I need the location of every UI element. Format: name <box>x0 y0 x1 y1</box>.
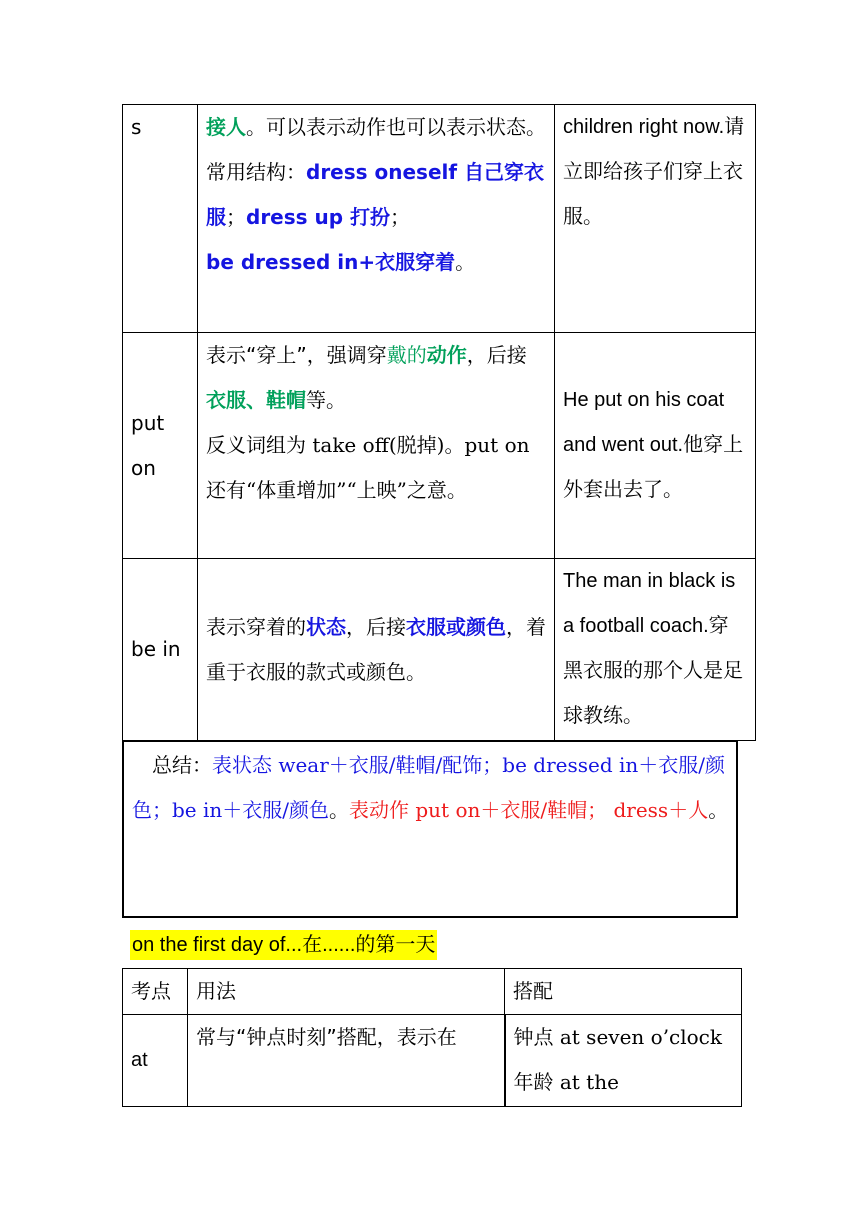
summary-box <box>122 740 738 918</box>
summary-state-text: 表状态 wear＋衣服/鞋帽/配饰；be dressed in＋衣服/颜色；be in＋衣服/颜色 <box>132 753 726 822</box>
term-text: put <box>131 410 165 435</box>
usage-cell: 常与“钟点时刻”搭配，表示在 <box>188 1015 505 1107</box>
table-row <box>123 1015 742 1107</box>
usage-text: ，后接 <box>466 343 527 367</box>
usage-blue-text: be dressed in+衣服穿着 <box>206 250 456 274</box>
collocation-cell: 钟点 at seven o’clock 年龄 at the <box>505 1015 742 1107</box>
usage-blue-text: 衣服或颜色 <box>406 614 506 639</box>
usage-cell <box>198 105 555 333</box>
usage-text: 。 <box>455 250 476 274</box>
usage-text: 等。 <box>306 388 346 412</box>
summary-punct: 。 <box>329 798 350 822</box>
usage-text: ； <box>226 205 246 229</box>
usage-text: ，后接 <box>346 614 406 639</box>
term-cell <box>123 333 198 559</box>
example-cell <box>555 559 756 741</box>
usage-text: 反义词组为 take off(脱掉)。put on 还有“体重增加”“上映”之意。 <box>206 433 530 502</box>
usage-green-text: 接人 <box>206 115 246 139</box>
usage-text: 表示穿着的 <box>206 614 306 639</box>
table-header-row <box>123 969 742 1015</box>
summary-text <box>132 743 736 833</box>
table-row <box>123 333 756 559</box>
usage-green-text: 戴的 <box>386 343 427 367</box>
usage-green-text: 衣服、鞋帽 <box>206 388 306 412</box>
term-text: s <box>131 115 142 139</box>
table-row <box>123 559 756 741</box>
example-text: He put on his coat and went out.他穿上外套出去了。 <box>563 389 744 501</box>
usage-text: 。可以表示动作也可以表示状态。 <box>246 115 546 139</box>
term-text: be in <box>131 637 181 661</box>
usage-text: ，着重于衣服的款式或颜色。 <box>206 614 546 684</box>
highlighted-heading: on the first day of...在......的第一天 <box>130 930 437 960</box>
usage-cell <box>198 559 555 741</box>
usage-blue-text: 状态 <box>306 614 346 639</box>
usage-green-text: 动作 <box>426 343 467 367</box>
usage-text: ； <box>390 205 411 229</box>
clothing-verbs-table <box>122 104 756 741</box>
summary-label: 总结： <box>132 753 212 777</box>
term-cell <box>123 559 198 741</box>
example-text: The man in black is a football coach.穿黑衣服的那个人是足球教练。 <box>563 570 743 727</box>
header-cell: 考点 <box>123 969 188 1015</box>
table-row <box>123 105 756 333</box>
summary-punct: 。 <box>708 798 729 822</box>
example-cell <box>555 105 756 333</box>
usage-text: 常用结构： <box>206 160 306 184</box>
usage-blue-text: dress up 打扮 <box>246 205 391 229</box>
usage-cell <box>198 333 555 559</box>
term-cell <box>123 105 198 333</box>
header-cell: 搭配 <box>505 969 742 1015</box>
summary-action-text: 表动作 put on＋衣服/鞋帽； dress＋人 <box>349 798 709 822</box>
prepositions-table <box>122 968 742 1107</box>
usage-blue-text: dress oneself 自己穿衣服 <box>206 160 545 229</box>
usage-text: 表示“穿上”，强调穿 <box>206 343 387 367</box>
example-cell <box>555 333 756 559</box>
header-cell: 用法 <box>188 969 505 1015</box>
term-cell: at <box>123 1015 188 1107</box>
term-text: on <box>131 455 156 480</box>
example-text: children right now.请立即给孩子们穿上衣服。 <box>563 116 745 228</box>
